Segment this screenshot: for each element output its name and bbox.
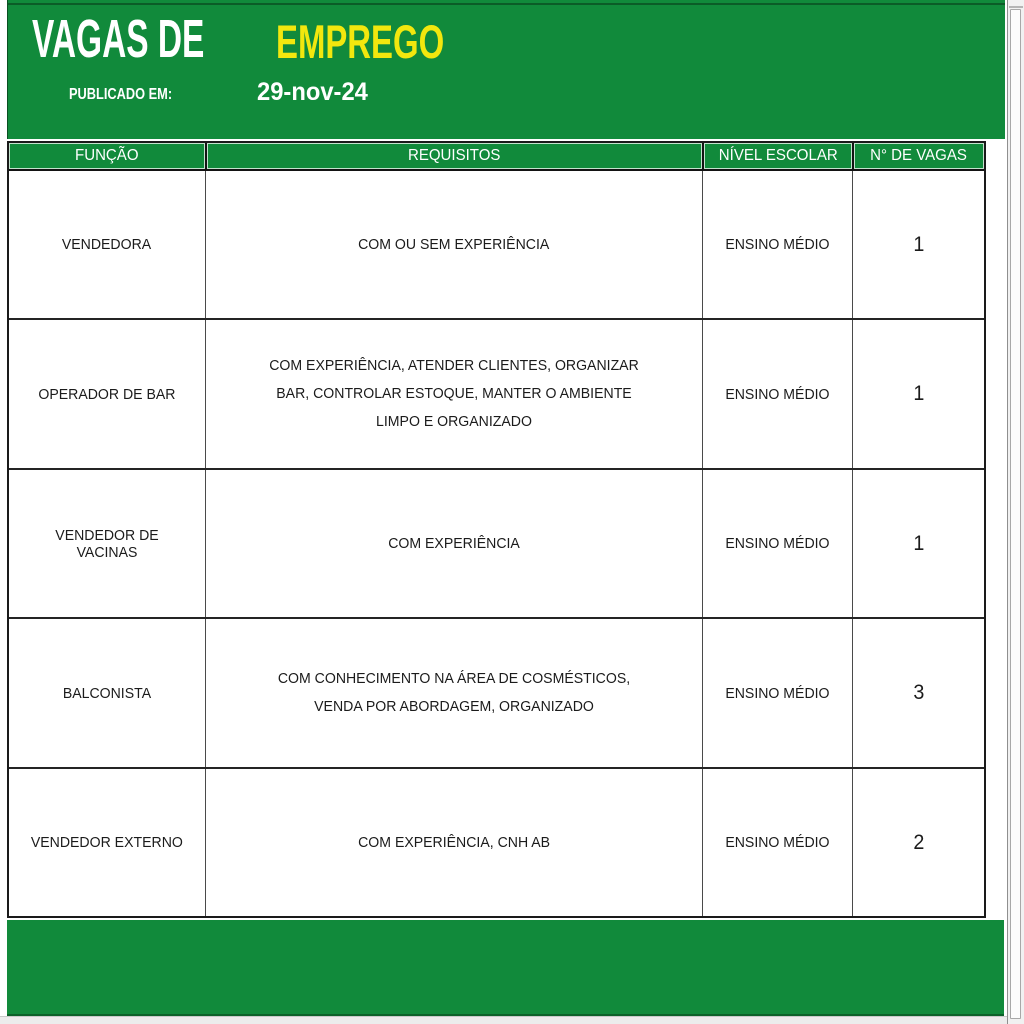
cell-nivel-escolar bbox=[702, 470, 852, 617]
cell-requisitos bbox=[205, 320, 702, 468]
page-title: VAGAS DE bbox=[32, 9, 205, 69]
column-header-funcao bbox=[9, 143, 205, 169]
scrollbar-thumb[interactable] bbox=[1010, 9, 1021, 1019]
column-header-nivel-escolar bbox=[702, 143, 852, 169]
cell-vagas bbox=[852, 619, 984, 767]
vagas-value: 1 bbox=[913, 382, 924, 405]
nivel-value: ENSINO MÉDIO bbox=[725, 684, 830, 702]
cell-nivel-escolar bbox=[702, 171, 852, 318]
column-header-label: N° DE VAGAS bbox=[870, 147, 968, 164]
cell-nivel-escolar bbox=[702, 320, 852, 468]
hero-banner bbox=[7, 0, 1005, 139]
table-header-row bbox=[9, 143, 984, 171]
page-title-highlight: EMPREGO bbox=[276, 15, 445, 68]
cell-funcao bbox=[9, 171, 205, 318]
cell-requisitos bbox=[205, 470, 702, 617]
cell-nivel-escolar bbox=[702, 619, 852, 767]
cell-vagas bbox=[852, 171, 984, 318]
vagas-value: 1 bbox=[913, 232, 924, 256]
column-header-label: REQUISITOS bbox=[408, 147, 501, 164]
scrollbar-top-cap bbox=[1009, 6, 1023, 8]
cell-funcao bbox=[9, 619, 205, 767]
column-header-label: NÍVEL ESCOLAR bbox=[718, 147, 838, 164]
funcao-value: OPERADOR DE BAR bbox=[38, 385, 176, 403]
nivel-value: ENSINO MÉDIO bbox=[725, 834, 830, 851]
footer-band bbox=[7, 920, 1004, 1017]
requisitos-value: COM EXPERIÊNCIA, ATENDER CLIENTES, ORGANIZAR BAR, CONTROLAR ESTOQUE, MANTER O AMBIENTE LIMPO E ORGANIZADO bbox=[269, 357, 639, 430]
table-row bbox=[9, 468, 984, 617]
table-row bbox=[9, 318, 984, 468]
column-header-n-de-vagas bbox=[852, 143, 984, 169]
nivel-value: ENSINO MÉDIO bbox=[725, 236, 830, 253]
funcao-value: VENDEDOR EXTERNO bbox=[30, 834, 183, 851]
vagas-value: 1 bbox=[913, 531, 924, 555]
nivel-value: ENSINO MÉDIO bbox=[725, 535, 830, 552]
cell-vagas bbox=[852, 769, 984, 916]
cell-nivel-escolar bbox=[702, 769, 852, 916]
cell-requisitos bbox=[205, 619, 702, 767]
published-label: PUBLICADO EM: bbox=[69, 86, 173, 103]
cell-requisitos bbox=[205, 171, 702, 318]
column-header-requisitos bbox=[205, 143, 702, 169]
requisitos-value: COM CONHECIMENTO NA ÁREA DE COSMÉSTICOS, VENDA POR ABORDAGEM, ORGANIZADO bbox=[277, 670, 631, 715]
column-header-label: FUNÇÃO bbox=[75, 147, 139, 164]
funcao-value: VENDEDOR DE VACINAS bbox=[55, 526, 159, 561]
cell-funcao bbox=[9, 769, 205, 916]
cell-funcao bbox=[9, 320, 205, 468]
requisitos-value: COM EXPERIÊNCIA bbox=[388, 534, 520, 552]
funcao-value: VENDEDORA bbox=[62, 236, 152, 253]
cell-vagas bbox=[852, 470, 984, 617]
cell-vagas bbox=[852, 320, 984, 468]
vagas-value: 3 bbox=[913, 681, 924, 704]
hero-top-divider bbox=[8, 3, 1005, 5]
vertical-scrollbar[interactable] bbox=[1007, 0, 1024, 1024]
funcao-value: BALCONISTA bbox=[62, 684, 152, 702]
cell-requisitos bbox=[205, 769, 702, 916]
table-row bbox=[9, 171, 984, 318]
requisitos-value: COM OU SEM EXPERIÊNCIA bbox=[358, 235, 550, 253]
table-row bbox=[9, 767, 984, 916]
nivel-value: ENSINO MÉDIO bbox=[725, 385, 830, 403]
vagas-value: 2 bbox=[913, 830, 924, 854]
cell-funcao bbox=[9, 470, 205, 617]
published-date: 29-nov-24 bbox=[257, 78, 368, 106]
jobs-table bbox=[7, 141, 986, 918]
bottom-strip bbox=[0, 1016, 1007, 1024]
requisitos-value: COM EXPERIÊNCIA, CNH AB bbox=[358, 833, 550, 851]
table-row bbox=[9, 617, 984, 767]
